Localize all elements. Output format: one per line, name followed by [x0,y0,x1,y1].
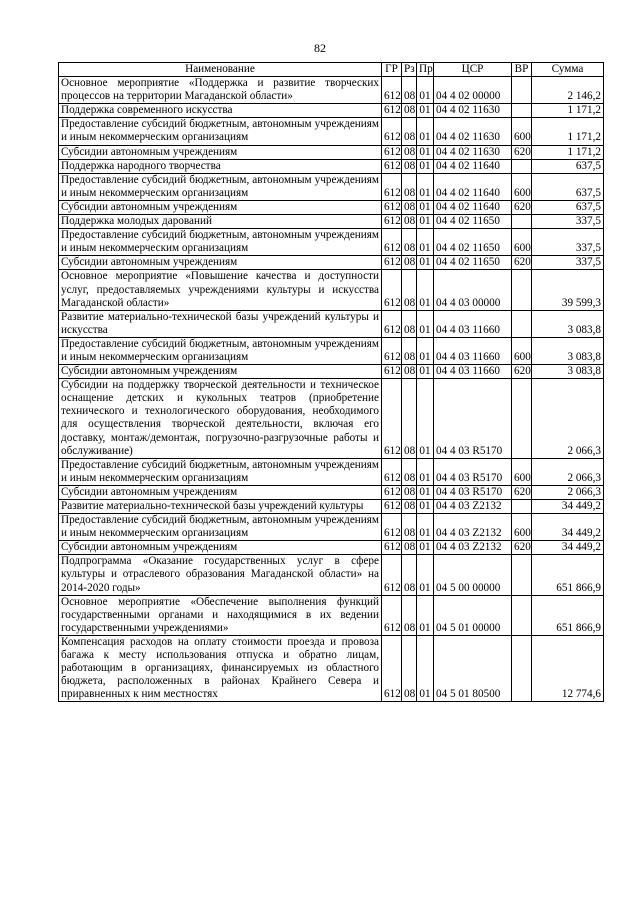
row-sum: 2 146,2 [532,77,604,104]
table-row [59,514,604,541]
row-csr: 04 4 03 R5170 [434,379,512,459]
budget-table [58,62,604,702]
row-vr: 600 [512,173,532,200]
table-row [59,337,604,364]
row-vr [512,215,532,229]
row-name: Предоставление субсидий бюджетным, автономным учреждениям и иным некоммерческим организациям [59,229,382,256]
row-gr: 612 [382,379,402,459]
table-row [59,77,604,104]
row-pr: 01 [417,595,434,635]
table-row [59,485,604,499]
row-name: Развитие материально-технической базы учреждений культуры и искусства [59,310,382,337]
row-rz: 08 [402,337,417,364]
row-vr: 600 [512,337,532,364]
row-sum: 1 171,2 [532,145,604,159]
row-vr [512,595,532,635]
row-gr: 612 [382,310,402,337]
row-pr: 01 [417,118,434,145]
row-gr: 612 [382,77,402,104]
row-csr: 04 5 01 80500 [434,635,512,701]
row-pr: 01 [417,256,434,270]
row-gr: 612 [382,200,402,214]
row-rz: 08 [402,379,417,459]
row-pr: 01 [417,215,434,229]
row-vr [512,500,532,514]
table-row [59,270,604,310]
row-rz: 08 [402,310,417,337]
row-sum: 2 066,3 [532,379,604,459]
row-rz: 08 [402,256,417,270]
row-name: Развитие материально-технической базы учреждений культуры [59,500,382,514]
table-row [59,200,604,214]
row-vr: 620 [512,541,532,555]
row-sum: 2 066,3 [532,458,604,485]
row-rz: 08 [402,365,417,379]
row-gr: 612 [382,256,402,270]
row-csr: 04 4 02 11650 [434,256,512,270]
row-gr: 612 [382,500,402,514]
row-csr: 04 4 02 11640 [434,173,512,200]
row-sum: 637,5 [532,159,604,173]
row-vr: 620 [512,256,532,270]
row-vr [512,77,532,104]
row-rz: 08 [402,145,417,159]
row-pr: 01 [417,485,434,499]
row-name: Компенсация расходов на оплату стоимости проезда и провоза багажа к месту использования отпуска и обратно лицам, работающим в организациях, финансируемых из областного бюджета, расположенных в районах Крайнего Севера и приравненных к ним местностях [59,635,382,701]
row-csr: 04 4 03 Z2132 [434,541,512,555]
table-row [59,500,604,514]
row-pr: 01 [417,541,434,555]
row-gr: 612 [382,365,402,379]
table-row [59,635,604,701]
row-name: Субсидии автономным учреждениям [59,256,382,270]
row-vr [512,555,532,595]
row-pr: 01 [417,514,434,541]
row-name: Субсидии автономным учреждениям [59,200,382,214]
row-vr [512,159,532,173]
row-name: Основное мероприятие «Поддержка и развитие творческих процессов на территории Магаданской области» [59,77,382,104]
row-csr: 04 5 00 00000 [434,555,512,595]
row-vr: 620 [512,485,532,499]
header-name: Наименование [59,63,382,77]
header-pr: Пр [417,63,434,77]
row-name: Субсидии автономным учреждениям [59,145,382,159]
row-gr: 612 [382,270,402,310]
row-vr: 600 [512,229,532,256]
row-gr: 612 [382,485,402,499]
row-csr: 04 5 01 00000 [434,595,512,635]
table-row [59,458,604,485]
row-sum: 1 171,2 [532,118,604,145]
row-csr: 04 4 02 11630 [434,104,512,118]
row-gr: 612 [382,337,402,364]
row-gr: 612 [382,514,402,541]
row-vr: 620 [512,365,532,379]
page-number: 82 [314,41,326,55]
row-pr: 01 [417,310,434,337]
row-pr: 01 [417,500,434,514]
row-rz: 08 [402,200,417,214]
row-rz: 08 [402,541,417,555]
row-name: Предоставление субсидий бюджетным, автономным учреждениям и иным некоммерческим организациям [59,514,382,541]
row-sum: 651 866,9 [532,595,604,635]
row-sum: 34 449,2 [532,500,604,514]
row-gr: 612 [382,458,402,485]
row-csr: 04 4 03 Z2132 [434,500,512,514]
row-csr: 04 4 03 R5170 [434,485,512,499]
table-row [59,379,604,459]
row-rz: 08 [402,514,417,541]
row-rz: 08 [402,555,417,595]
row-rz: 08 [402,104,417,118]
row-sum: 34 449,2 [532,541,604,555]
row-csr: 04 4 03 R5170 [434,458,512,485]
row-name: Субсидии автономным учреждениям [59,365,382,379]
row-vr [512,104,532,118]
row-rz: 08 [402,500,417,514]
row-name: Субсидии автономным учреждениям [59,541,382,555]
table-row [59,118,604,145]
row-sum: 39 599,3 [532,270,604,310]
row-pr: 01 [417,159,434,173]
row-sum: 337,5 [532,215,604,229]
row-gr: 612 [382,595,402,635]
row-vr: 620 [512,145,532,159]
row-rz: 08 [402,458,417,485]
row-vr [512,310,532,337]
table-row [59,310,604,337]
row-csr: 04 4 03 11660 [434,310,512,337]
row-gr: 612 [382,104,402,118]
row-sum: 12 774,6 [532,635,604,701]
row-name: Поддержка современного искусства [59,104,382,118]
table-row [59,159,604,173]
row-name: Подпрограмма «Оказание государственных услуг в сфере культуры и отраслевого образования Магаданской области» на 2014-2020 годы» [59,555,382,595]
row-vr: 600 [512,514,532,541]
row-pr: 01 [417,77,434,104]
row-rz: 08 [402,485,417,499]
row-rz: 08 [402,173,417,200]
table-row [59,595,604,635]
row-pr: 01 [417,173,434,200]
row-sum: 337,5 [532,256,604,270]
row-gr: 612 [382,159,402,173]
row-pr: 01 [417,337,434,364]
row-pr: 01 [417,458,434,485]
row-name: Предоставление субсидий бюджетным, автономным учреждениям и иным некоммерческим организациям [59,173,382,200]
row-pr: 01 [417,635,434,701]
table-row [59,365,604,379]
header-sum: Сумма [532,63,604,77]
header-csr: ЦСР [434,63,512,77]
row-rz: 08 [402,159,417,173]
table-row [59,541,604,555]
row-gr: 612 [382,229,402,256]
table-row [59,145,604,159]
table-row [59,555,604,595]
row-gr: 612 [382,173,402,200]
table-row [59,104,604,118]
row-sum: 651 866,9 [532,555,604,595]
row-sum: 1 171,2 [532,104,604,118]
row-vr [512,270,532,310]
row-pr: 01 [417,145,434,159]
row-vr [512,379,532,459]
table-header-row [59,63,604,77]
row-rz: 08 [402,77,417,104]
row-sum: 34 449,2 [532,514,604,541]
row-sum: 637,5 [532,173,604,200]
row-csr: 04 4 03 11660 [434,337,512,364]
row-rz: 08 [402,229,417,256]
row-sum: 637,5 [532,200,604,214]
table-row [59,173,604,200]
table-row [59,215,604,229]
row-pr: 01 [417,555,434,595]
row-name: Субсидии на поддержку творческой деятельности и техническое оснащение детских и кукольных театров (приобретение технического и технологического оборудования, необходимого для осуществления творческой деятельности, включая его доставку, монтаж/демонтаж, погрузочно-разгрузочные работы и обслуживание) [59,379,382,459]
row-rz: 08 [402,270,417,310]
row-gr: 612 [382,635,402,701]
row-sum: 2 066,3 [532,485,604,499]
row-sum: 3 083,8 [532,337,604,364]
row-name: Поддержка народного творчества [59,159,382,173]
header-gr: ГР [382,63,402,77]
row-rz: 08 [402,595,417,635]
row-gr: 612 [382,541,402,555]
row-vr: 600 [512,458,532,485]
row-csr: 04 4 02 00000 [434,77,512,104]
row-pr: 01 [417,104,434,118]
table-row [59,229,604,256]
row-sum: 3 083,8 [532,310,604,337]
row-pr: 01 [417,270,434,310]
header-vr: ВР [512,63,532,77]
row-name: Основное мероприятие «Обеспечение выполнения функций государственными органами и находящимися в их ведении государственными учреждениями» [59,595,382,635]
row-sum: 3 083,8 [532,365,604,379]
row-pr: 01 [417,365,434,379]
row-rz: 08 [402,118,417,145]
row-name: Предоставление субсидий бюджетным, автономным учреждениям и иным некоммерческим организациям [59,458,382,485]
row-rz: 08 [402,635,417,701]
table-row [59,256,604,270]
row-csr: 04 4 02 11640 [434,200,512,214]
row-gr: 612 [382,118,402,145]
row-pr: 01 [417,229,434,256]
row-vr [512,635,532,701]
row-name: Поддержка молодых дарований [59,215,382,229]
row-csr: 04 4 02 11630 [434,145,512,159]
row-vr: 620 [512,200,532,214]
row-name: Предоставление субсидий бюджетным, автономным учреждениям и иным некоммерческим организациям [59,118,382,145]
row-sum: 337,5 [532,229,604,256]
row-gr: 612 [382,145,402,159]
row-csr: 04 4 02 11650 [434,229,512,256]
row-pr: 01 [417,200,434,214]
row-name: Субсидии автономным учреждениям [59,485,382,499]
row-pr: 01 [417,379,434,459]
row-csr: 04 4 02 11650 [434,215,512,229]
row-rz: 08 [402,215,417,229]
row-csr: 04 4 03 00000 [434,270,512,310]
row-gr: 612 [382,555,402,595]
row-name: Основное мероприятие «Повышение качества и доступности услуг, предоставляемых учреждениями культуры и искусства Магаданской области» [59,270,382,310]
header-rz: Рз [402,63,417,77]
row-csr: 04 4 03 Z2132 [434,514,512,541]
row-gr: 612 [382,215,402,229]
row-name: Предоставление субсидий бюджетным, автономным учреждениям и иным некоммерческим организациям [59,337,382,364]
row-csr: 04 4 02 11640 [434,159,512,173]
row-csr: 04 4 03 11660 [434,365,512,379]
row-csr: 04 4 02 11630 [434,118,512,145]
row-vr: 600 [512,118,532,145]
